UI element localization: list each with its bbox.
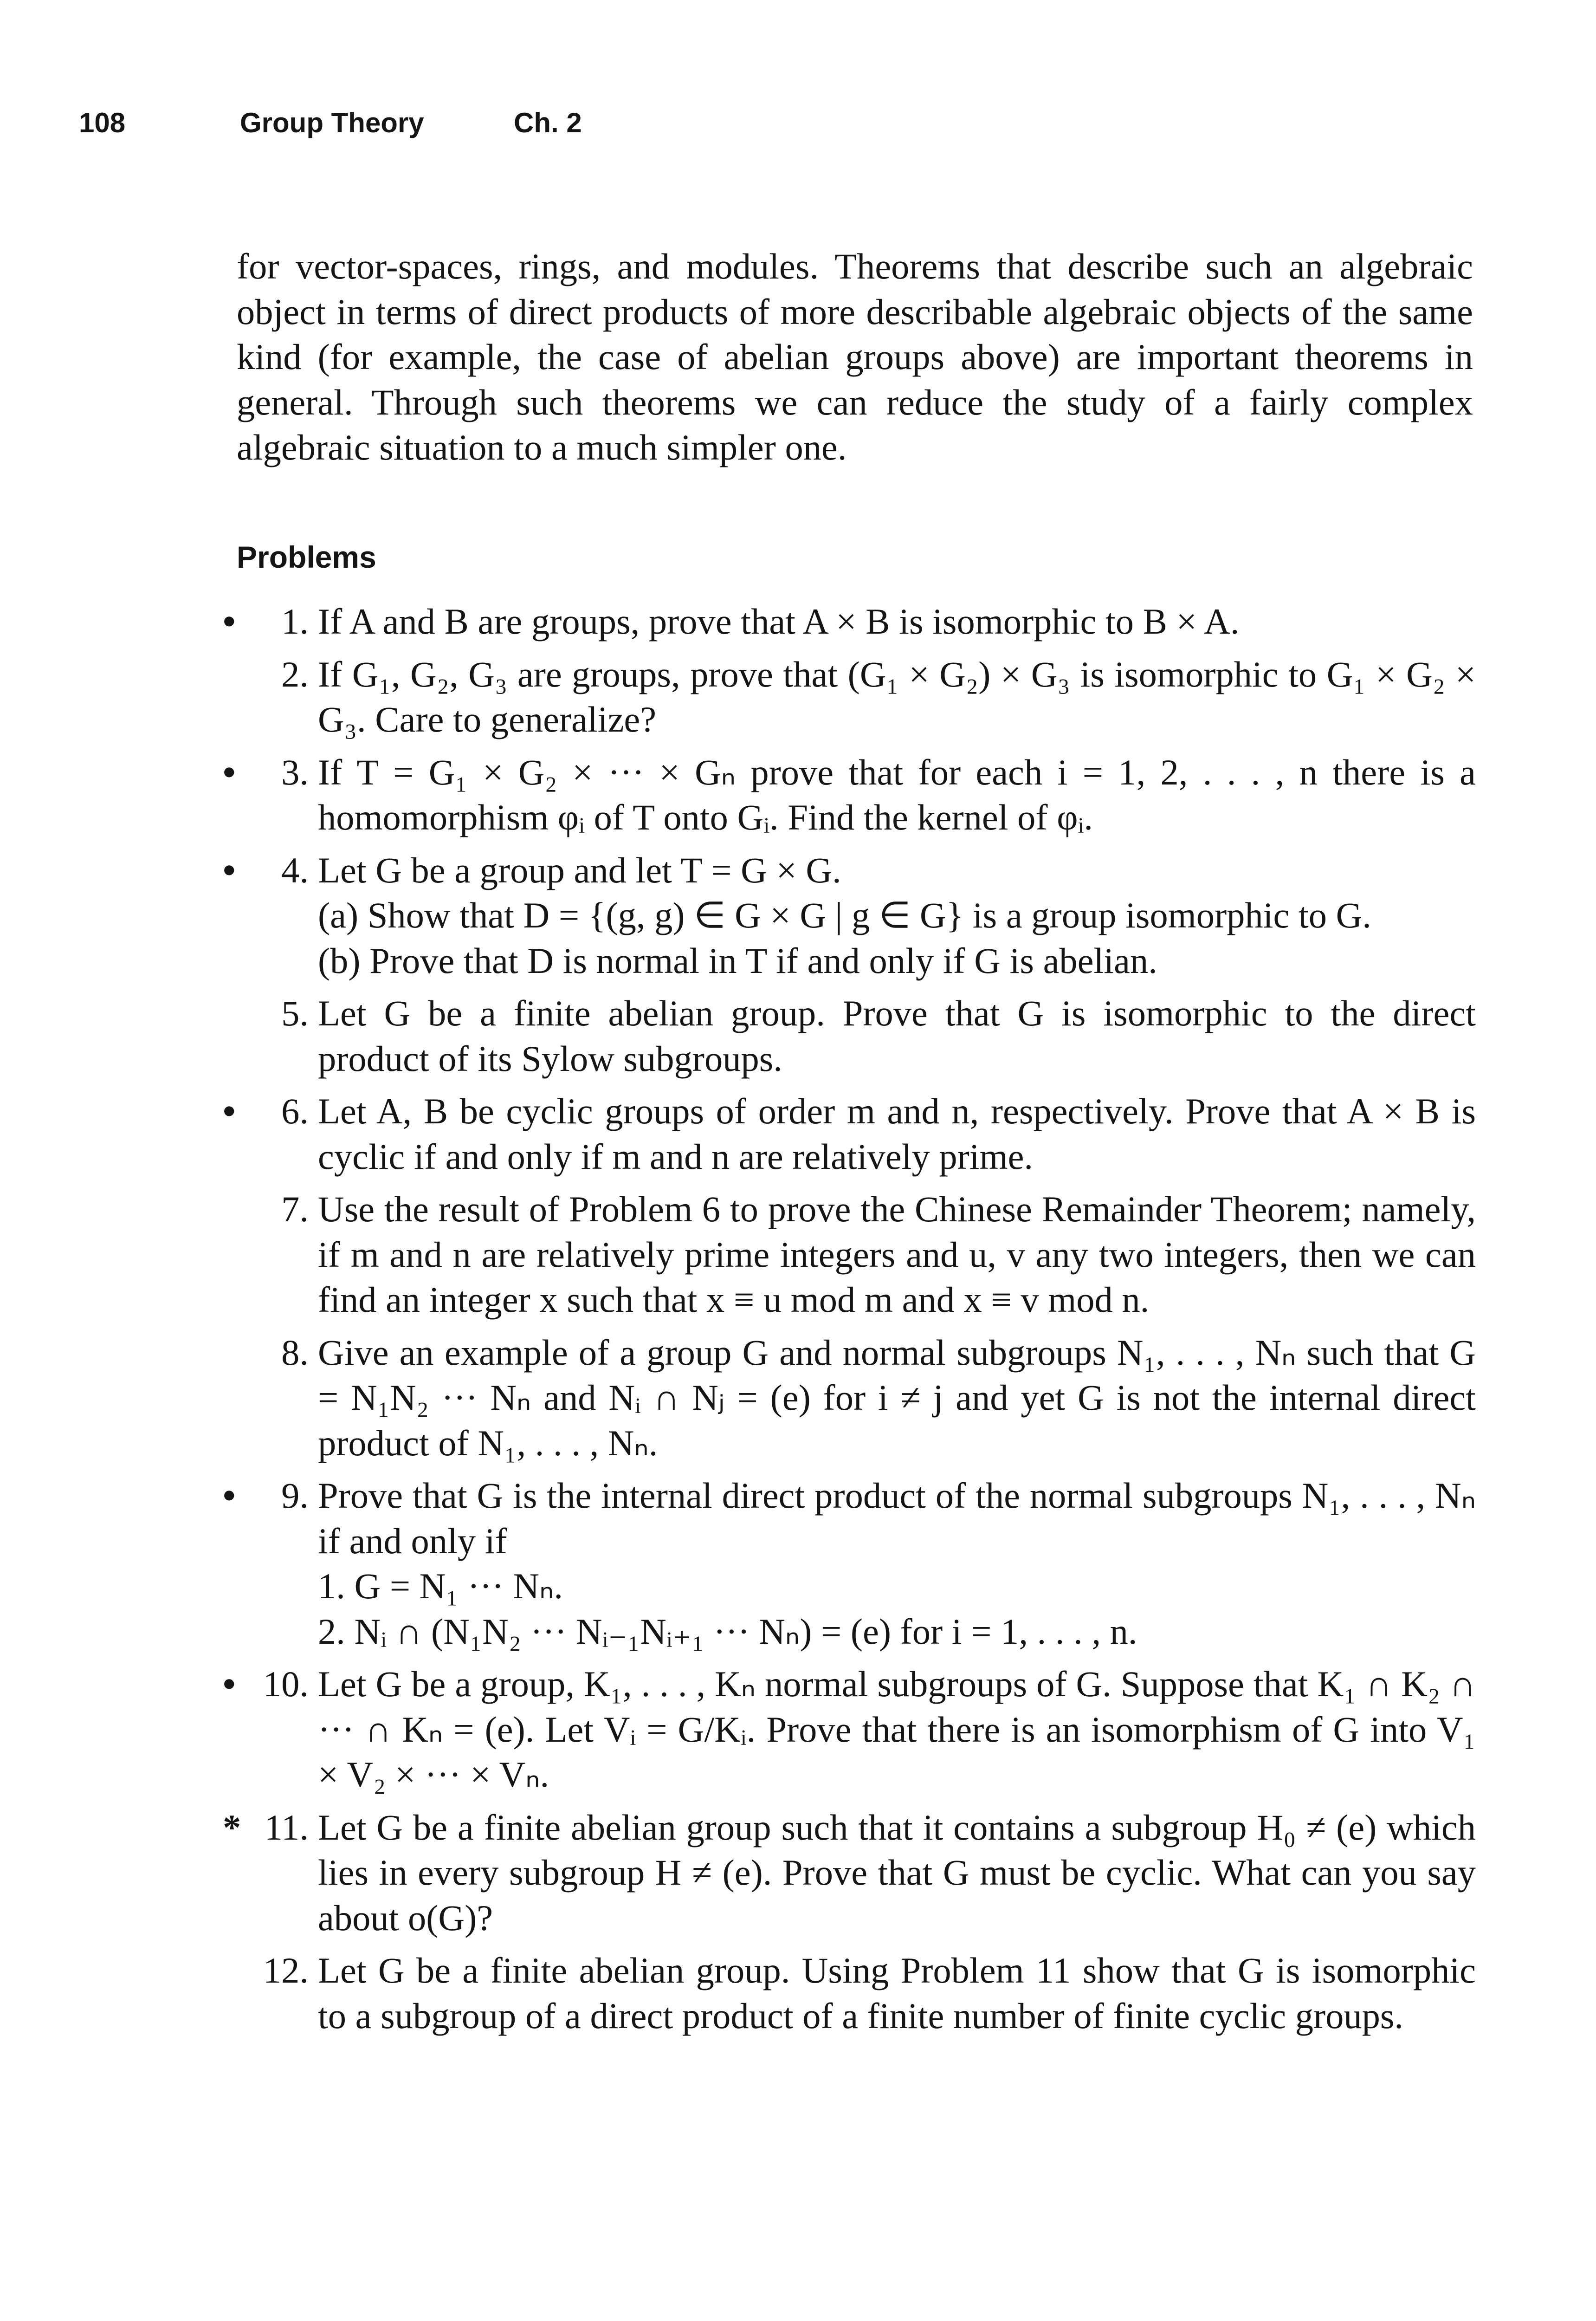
problem-text: Let G be a group, K₁, . . . , Kₙ normal subgroups of G. Suppose that K₁ ∩ K₂ ∩ ··· ∩ Kₙ = (e). Let Vᵢ = G/Kᵢ. Prove that there is an isomorphism of G into V₁ × V₂ × ··· × Vₙ. [318,1664,1476,1795]
problem-12 [223,1948,1476,2038]
condition-2: 2. Nᵢ ∩ (N₁N₂ ··· Nᵢ₋₁Nᵢ₊₁ ··· Nₙ) = (e) for i = 1, . . . , n. [318,1611,1137,1652]
problem-number: 8. [281,1332,309,1373]
problem-number: 9. [281,1475,309,1516]
problem-6 [223,1089,1476,1179]
problem-marker: • [223,1664,236,1704]
problem-5 [223,991,1476,1081]
problem-text: Let G be a group and let T = G × G. [318,849,841,890]
problem-4 [223,848,1476,984]
problem-8 [223,1330,1476,1466]
problem-marker: * [223,1807,241,1848]
problem-text: Prove that G is the internal direct product of the normal subgroups N₁, . . . , Nₙ if and only if [318,1475,1476,1561]
condition-1: 1. G = N₁ ··· Nₙ. [318,1566,563,1606]
problem-marker: • [223,601,236,642]
problem-text: Let A, B be cyclic groups of order m and n, respectively. Prove that A × B is cyclic if and only if m and n are relatively prime. [318,1091,1476,1177]
problem-number: 5. [281,993,309,1033]
problem-marker: • [223,752,236,792]
problem-number: 3. [281,752,309,792]
problem-text: Let G be a finite abelian group. Using Problem 11 show that G is isomorphic to a subgroup of a direct product of a finite number of finite cyclic groups. [318,1950,1476,2036]
problem-text: Let G be a finite abelian group. Prove that G is isomorphic to the direct product of its Sylow subgroups. [318,993,1476,1079]
problems-heading: Problems [237,540,376,574]
intro-paragraph: for vector-spaces, rings, and modules. Theorems that describe such an algebraic object in terms of direct products of more describable algebraic objects of the same kind (for example, the case of abelian groups above) are important theorems in general. Through such theorems we can reduce the study of a fairly complex algebraic situation to a much simpler one. [237,246,1473,467]
problem-part-a: (a) Show that D = {(g, g) ∈ G × G | g ∈ G} is a group isomorphic to G. [318,895,1371,935]
problem-marker: • [223,1475,236,1516]
problem-number: 7. [281,1189,309,1229]
problem-text: If G₁, G₂, G₃ are groups, prove that (G₁ × G₂) × G₃ is isomorphic to G₁ × G₂ × G₃. Care to generalize? [318,654,1476,739]
problem-number: 4. [281,849,309,890]
book-section-title: Group Theory [240,107,424,138]
problem-9 [223,1473,1476,1654]
problem-text: If T = G₁ × G₂ × ··· × Gₙ prove that for each i = 1, 2, . . . , n there is a homomorphism φᵢ of T onto Gᵢ. Find the kernel of φᵢ. [318,752,1476,837]
problem-number: 11. [264,1807,309,1848]
problem-7 [223,1186,1476,1323]
problem-11 [223,1805,1476,1941]
problem-number: 1. [281,601,309,642]
chapter-label: Ch. 2 [514,107,582,138]
problem-10 [223,1661,1476,1797]
problem-number: 10. [263,1664,309,1704]
problem-list [223,599,1476,2046]
problem-marker: • [223,849,236,890]
problem-number: 2. [281,654,309,694]
problem-text: If A and B are groups, prove that A × B is isomorphic to B × A. [318,601,1240,642]
problem-number: 6. [281,1091,309,1131]
page-number: 108 [79,107,126,138]
problem-3 [223,750,1476,840]
problem-number: 12. [263,1950,309,1990]
problem-part-b: (b) Prove that D is normal in T if and only if G is abelian. [318,940,1157,981]
problem-text: Let G be a finite abelian group such that it contains a subgroup H₀ ≠ (e) which lies in every subgroup H ≠ (e). Prove that G must be cyclic. What can you say about o(G)? [318,1807,1476,1938]
problem-1 [223,599,1476,644]
problem-marker: • [223,1091,236,1131]
problem-text: Use the result of Problem 6 to prove the Chinese Remainder Theorem; namely, if m and n are relatively prime integers and u, v any two integers, then we can find an integer x such that x ≡ u mod m and x ≡ v mod n. [318,1189,1476,1320]
problem-2 [223,652,1476,742]
problem-text: Give an example of a group G and normal subgroups N₁, . . . , Nₙ such that G = N₁N₂ ··· Nₙ and Nᵢ ∩ Nⱼ = (e) for i ≠ j and yet G is not the internal direct product of N₁, . . . , Nₙ. [318,1332,1476,1463]
